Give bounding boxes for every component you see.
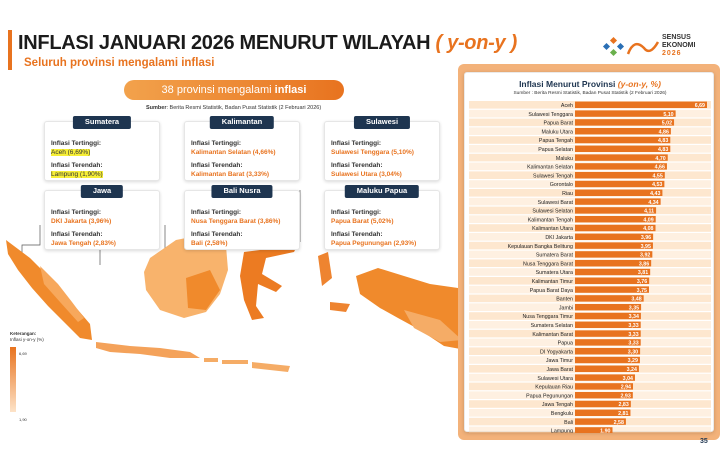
category-label: Kalimantan Tengah xyxy=(527,217,573,224)
map-legend: Keterangan: Inflasi y-on-y (%) 6,69 1,90 xyxy=(10,331,44,422)
region-title: Sumatera xyxy=(73,116,131,129)
data-label: 3,30 xyxy=(627,349,639,356)
data-label: 3,34 xyxy=(628,314,639,321)
region-title: Jawa xyxy=(81,185,123,198)
highest-inflation: Kalimantan Selatan (4,66%) xyxy=(191,148,276,156)
category-label: Papua xyxy=(557,340,573,347)
province-bar-chart xyxy=(465,73,715,433)
category-label: Bali xyxy=(564,419,573,426)
category-label: Maluku xyxy=(555,155,573,162)
category-label: Bengkulu xyxy=(550,411,573,417)
lowest-inflation: Lampung (1,90%) xyxy=(51,170,103,178)
bar xyxy=(575,181,664,187)
category-label: Papua Tengah xyxy=(538,138,573,145)
category-label: Riau xyxy=(562,191,573,197)
sulawesi-island xyxy=(240,244,298,320)
highest-inflation: Aceh (6,69%) xyxy=(51,148,91,156)
data-label: 2,83 xyxy=(618,402,629,409)
category-label: DKI Jakarta xyxy=(545,235,573,241)
category-label: Lampung xyxy=(550,428,573,433)
data-label: 4,53 xyxy=(652,182,663,189)
category-label: Gorontalo xyxy=(549,182,573,189)
chart-source: Sumber : Berita Resmi Statistik, Badan Pusat Statistik (2 Februari 2026) xyxy=(513,91,667,96)
bar xyxy=(575,154,668,160)
category-label: Jawa Tengah xyxy=(541,402,573,409)
highest-inflation: DKI Jakarta (3,96%) xyxy=(51,217,112,225)
region-title: Bali Nusra xyxy=(211,185,272,198)
lowest-inflation: Papua Pegunungan (2,93%) xyxy=(331,239,417,247)
data-label: 4,83 xyxy=(657,147,669,153)
data-label: 3,33 xyxy=(628,340,639,347)
region-card-bali-nusra: Bali Nusra Inflasi Tertinggi: Nusa Tenggara Barat (3,86%) Inflasi Terendah: Bali (2,58%) xyxy=(184,190,300,250)
title-accent-bar xyxy=(8,30,12,70)
bar xyxy=(575,172,665,178)
category-label: Papua Barat xyxy=(543,120,573,127)
bar xyxy=(575,163,667,169)
data-label: 5,02 xyxy=(661,120,673,127)
data-label: 3,95 xyxy=(640,243,651,250)
category-label: DI Yogyakarta xyxy=(540,349,573,356)
bar xyxy=(575,110,676,116)
category-label: Kepulauan Riau xyxy=(535,384,573,391)
bar xyxy=(575,137,670,143)
category-label: Sumatera Barat xyxy=(535,252,573,259)
category-label: Sulawesi Utara xyxy=(537,375,573,382)
data-label: 5,10 xyxy=(663,111,674,118)
data-label: 2,94 xyxy=(620,384,632,391)
category-label: Kalimantan Timur xyxy=(531,279,573,285)
category-label: Nusa Tenggara Barat xyxy=(523,261,573,268)
category-label: Papua Barat Daya xyxy=(529,287,573,294)
page-number: 35 xyxy=(700,438,708,445)
category-label: Papua Selatan xyxy=(538,147,573,153)
category-label: Kalimantan Utara xyxy=(532,226,573,233)
category-label: Banten xyxy=(556,296,573,303)
category-label: Kepulauan Bangka Belitung xyxy=(507,243,573,250)
data-label: 4,34 xyxy=(648,199,659,206)
data-label: 3,48 xyxy=(631,296,642,303)
highest-inflation: Sulawesi Tenggara (5,10%) xyxy=(331,148,414,156)
data-label: 2,58 xyxy=(613,419,624,426)
data-label: 3,75 xyxy=(636,287,647,294)
category-label: Sulawesi Barat xyxy=(537,199,573,206)
data-label: 4,08 xyxy=(643,226,654,233)
region-title: Sulawesi xyxy=(354,116,410,129)
data-label: 4,66 xyxy=(654,164,665,171)
chart-title: Inflasi Menurut Provinsi (y-on-y, %) xyxy=(519,79,661,89)
data-label: 3,76 xyxy=(636,279,648,285)
category-label: Jawa Timur xyxy=(545,358,573,365)
data-label: 4,09 xyxy=(643,217,654,224)
category-label: Sumatera Utara xyxy=(535,270,573,277)
source-note: Sumber: Berita Resmi Statistik, Badan Pusat Statistik (2 Februari 2026) xyxy=(146,105,322,111)
region-card-sulawesi: Sulawesi Inflasi Tertinggi: Sulawesi Tenggara (5,10%) Inflasi Terendah: Sulawesi Utara (3,04%) xyxy=(324,121,440,181)
lowest-inflation: Jawa Tengah (2,83%) xyxy=(51,239,116,247)
title-main: INFLASI JANUARI 2026 MENURUT WILAYAH xyxy=(18,32,431,54)
data-label: 1,90 xyxy=(600,428,611,433)
category-label: Sulawesi Selatan xyxy=(532,208,573,215)
bar xyxy=(575,128,671,134)
data-label: 3,24 xyxy=(626,367,637,373)
data-label: 6,69 xyxy=(694,103,705,109)
region-card-kalimantan: Kalimantan Inflasi Tertinggi: Kalimantan Selatan (4,66%) Inflasi Terendah: Kalimantan Barat (3,33%) xyxy=(184,121,300,181)
region-card-sumatera: Sumatera Inflasi Tertinggi: Aceh (6,69%) Inflasi Terendah: Lampung (1,90%) xyxy=(44,121,160,181)
region-title: Kalimantan xyxy=(210,116,274,129)
province-count-badge: 38 provinsi mengalami inflasi xyxy=(124,80,344,100)
category-label: Kalimantan Barat xyxy=(532,331,573,338)
category-label: Jawa Barat xyxy=(546,367,573,373)
region-card-jawa: Jawa Inflasi Tertinggi: DKI Jakarta (3,96%) Inflasi Terendah: Jawa Tengah (2,83%) xyxy=(44,190,160,250)
region-card-maluku-papua: Maluku Papua Inflasi Tertinggi: Papua Barat (5,02%) Inflasi Terendah: Papua Pegunungan (2,93%) xyxy=(324,190,440,250)
bar xyxy=(575,119,674,125)
data-label: 3,92 xyxy=(640,252,651,259)
category-label: Sulawesi Tenggara xyxy=(528,111,573,118)
data-label: 4,70 xyxy=(655,155,666,162)
category-label: Jambi xyxy=(558,305,573,312)
bar xyxy=(575,146,670,152)
data-label: 3,86 xyxy=(638,261,650,268)
data-label: 4,43 xyxy=(650,191,661,197)
lowest-inflation: Bali (2,58%) xyxy=(191,239,228,247)
data-label: 3,33 xyxy=(628,323,639,329)
category-label: Papua Pegunungan xyxy=(526,393,573,400)
data-label: 3,29 xyxy=(627,358,638,365)
province-chart-panel xyxy=(464,72,714,432)
data-label: 4,55 xyxy=(652,173,663,180)
lowest-inflation: Kalimantan Barat (3,33%) xyxy=(191,170,270,178)
jawa-island xyxy=(96,342,200,358)
legend-min: 1,90 xyxy=(19,417,27,422)
legend-gradient xyxy=(10,347,16,412)
category-label: Aceh xyxy=(560,103,573,109)
data-label: 3,33 xyxy=(628,331,639,338)
highest-inflation: Papua Barat (5,02%) xyxy=(331,217,394,225)
highest-inflation: Nusa Tenggara Barat (3,86%) xyxy=(191,217,281,225)
page-title xyxy=(18,32,517,55)
data-label: 2,81 xyxy=(618,411,629,417)
data-label: 4,83 xyxy=(657,138,669,145)
data-label: 2,93 xyxy=(620,393,631,400)
data-label: 3,96 xyxy=(640,235,652,241)
page-subtitle: Seluruh provinsi mengalami inflasi xyxy=(24,57,215,69)
title-suffix: ( y-on-y ) xyxy=(435,32,517,54)
category-label: Sumatera Selatan xyxy=(530,323,573,329)
lowest-inflation: Sulawesi Utara (3,04%) xyxy=(331,170,402,178)
category-label: Nusa Tenggara Timur xyxy=(522,314,573,321)
category-label: Maluku Utara xyxy=(541,129,573,136)
category-label: Sulawesi Tengah xyxy=(533,173,573,180)
bar xyxy=(575,102,707,108)
data-label: 4,11 xyxy=(644,208,655,215)
data-label: 4,86 xyxy=(658,129,669,136)
data-label: 3,04 xyxy=(622,375,633,382)
bali-nusra-islands xyxy=(204,358,290,372)
data-label: 3,35 xyxy=(628,305,640,312)
category-label: Kalimantan Selatan xyxy=(527,164,573,171)
region-title: Maluku Papua xyxy=(345,185,419,198)
data-label: 3,81 xyxy=(637,270,649,277)
logo-text: SENSUS EKONOMI 2026 xyxy=(662,34,696,57)
maluku-islands xyxy=(318,252,350,312)
legend-max: 6,69 xyxy=(19,351,27,356)
